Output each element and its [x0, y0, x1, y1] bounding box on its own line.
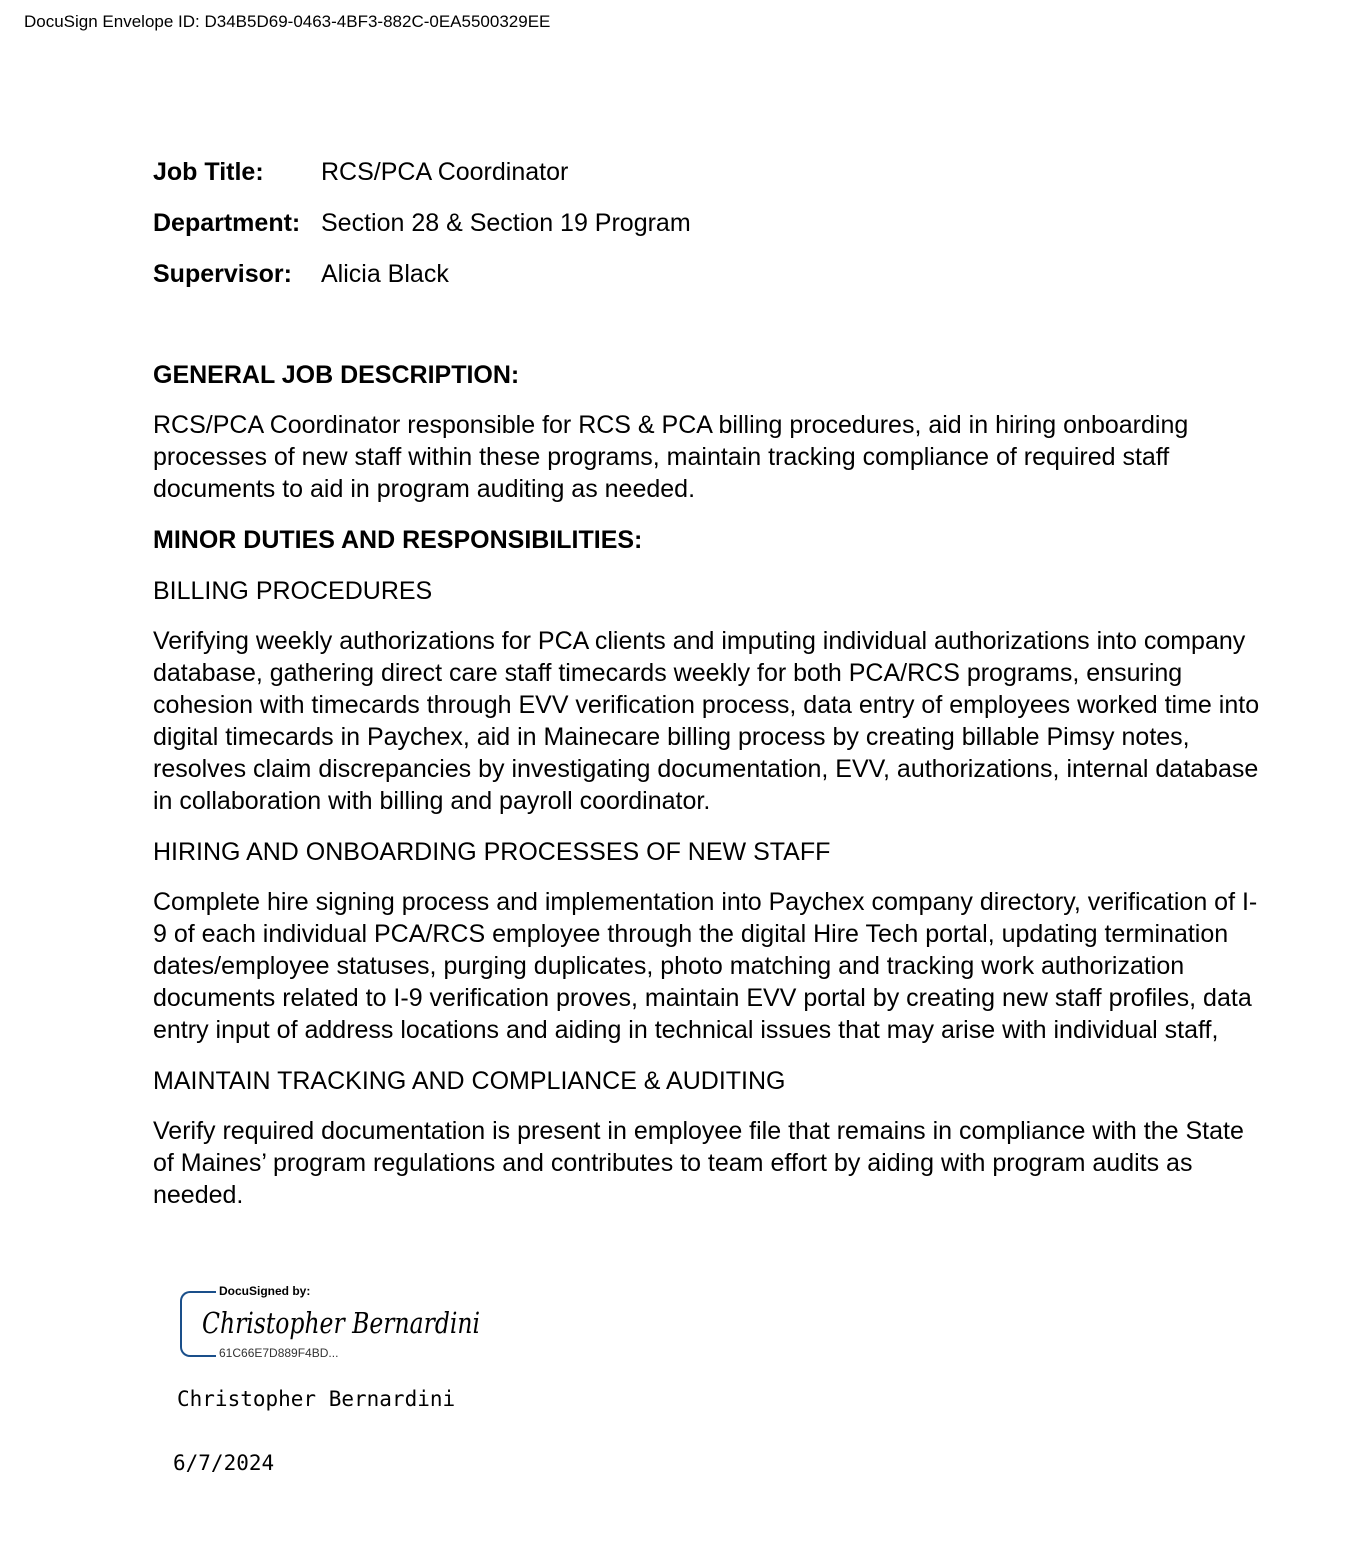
department-value: Section 28 & Section 19 Program [321, 209, 691, 237]
department-label: Department: [153, 209, 301, 237]
document-body [153, 155, 1263, 1211]
department-row [153, 206, 1263, 240]
job-title-value: RCS/PCA Coordinator [321, 158, 569, 186]
general-heading: GENERAL JOB DESCRIPTION: [153, 361, 520, 389]
signature-text: Christopher Bernardini [202, 1306, 480, 1340]
docusign-signature-block [180, 1283, 500, 1363]
hiring-text: Complete hire signing process and implementation into Paychex company directory, verification of I-9 of each individual PCA/RCS employee through the digital Hire Tech portal, updating termination dates/employee statuses, purging duplicates, photo matching and tracking work authorization documents related to I-9 verification proves, maintain EVV portal by creating new staff profiles, data entry input of address locations and aiding in technical issues that may arise with individual staff, [153, 888, 1258, 1044]
billing-heading: BILLING PROCEDURES [153, 577, 433, 605]
docusigned-by-label: DocuSigned by: [216, 1284, 313, 1298]
supervisor-row [153, 257, 1263, 291]
tracking-text: Verify required documentation is present in employee file that remains in compliance with the State of Maines’ program regulations and contributes to team effort by aiding with program audits as needed. [153, 1117, 1244, 1209]
tracking-heading: MAINTAIN TRACKING AND COMPLIANCE & AUDITING [153, 1067, 786, 1095]
envelope-id: DocuSign Envelope ID: D34B5D69-0463-4BF3-882C-0EA5500329EE [24, 12, 551, 31]
signature-date: 6/7/2024 [173, 1451, 275, 1475]
job-title-row [153, 155, 1263, 189]
supervisor-value: Alicia Black [321, 260, 449, 288]
signature-code: 61C66E7D889F4BD... [216, 1346, 341, 1360]
duties-heading: MINOR DUTIES AND RESPONSIBILITIES: [153, 526, 643, 554]
signer-name: Christopher Bernardini [177, 1387, 456, 1411]
hiring-heading: HIRING AND ONBOARDING PROCESSES OF NEW STAFF [153, 838, 831, 866]
supervisor-label: Supervisor: [153, 260, 292, 288]
job-title-label: Job Title: [153, 158, 264, 186]
billing-text: Verifying weekly authorizations for PCA clients and imputing individual authorizations into company database, gathering direct care staff timecards weekly for both PCA/RCS programs, ensuring cohesion with timecards through EVV verification process, data entry of employees worked time into digital timecards in Paychex, aid in Mainecare billing process by creating billable Pimsy notes, resolves claim discrepancies by investigating documentation, EVV, authorizations, internal database in collaboration with billing and payroll coordinator. [153, 627, 1260, 815]
general-text: RCS/PCA Coordinator responsible for RCS & PCA billing procedures, aid in hiring onboarding processes of new staff within these programs, maintain tracking compliance of required staff documents to aid in program auditing as needed. [153, 411, 1189, 503]
handwritten-signature [198, 1301, 498, 1343]
